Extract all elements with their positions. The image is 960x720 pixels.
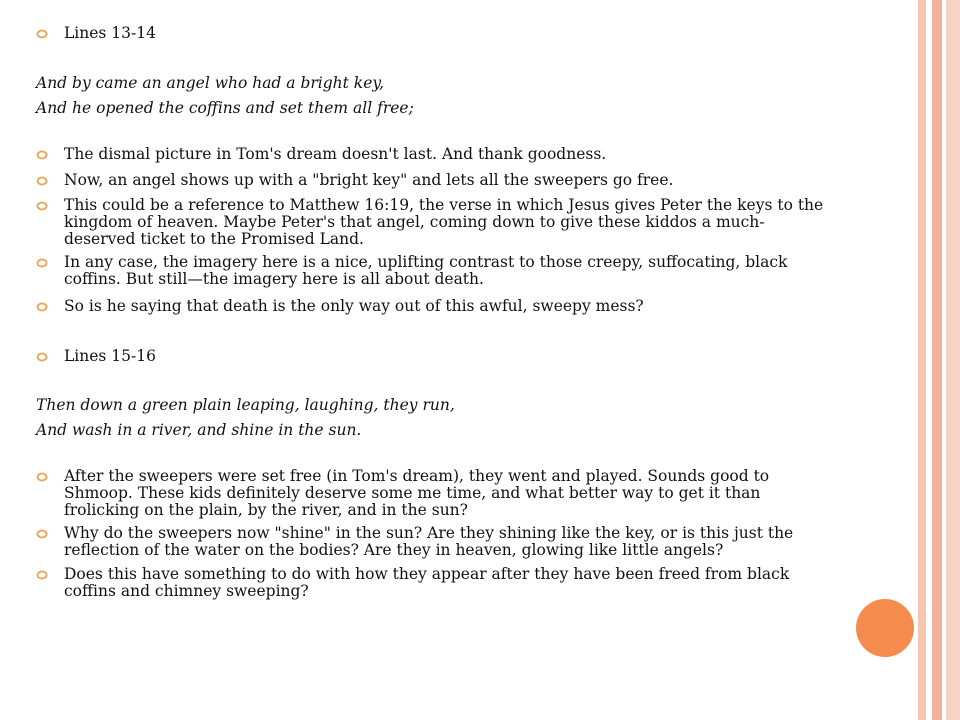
bullet-icon [36,472,48,482]
quote-line: And he opened the coffins and set them all free; [36,99,414,117]
bullet-text: So is he saying that death is the only way out of this awful, sweepy mess? [64,297,644,315]
bullet-icon [36,570,48,580]
bullet-text: Lines 15-16 [64,347,156,365]
accent-circle [856,599,914,657]
bullet-icon [36,352,48,362]
bullet-icon [36,29,48,39]
bullet-text: Now, an angel shows up with a "bright key" and lets all the sweepers go free. [64,171,674,189]
bullet-icon [36,150,48,160]
bullet-text: In any case, the imagery here is a nice, uplifting contrast to those creepy, suffocating, black coffins. But still—the imagery here is all about death. [64,253,788,288]
bullet-icon [36,529,48,539]
bullet-icon [36,258,48,268]
border-stripe [918,0,926,720]
bullet-text: Why do the sweepers now "shine" in the sun? Are they shining like the key, or is this just the reflection of the water on the bodies? Are they in heaven, glowing like little angels? [64,524,794,559]
border-stripe [932,0,942,720]
quote-line: And wash in a river, and shine in the sun. [36,421,362,439]
border-stripe [946,0,960,720]
bullet-text: This could be a reference to Matthew 16:19, the verse in which Jesus gives Peter the keys to the kingdom of heaven. Maybe Peter's that angel, coming down to give these kiddos a much-deserved ticket to the Promised Land. [64,196,824,248]
decorative-border [918,0,960,720]
quote-line: Then down a green plain leaping, laughing, they run, [36,396,455,414]
quote-line: And by came an angel who had a bright key, [36,74,384,92]
bullet-text: Does this have something to do with how they appear after they have been freed from black coffins and chimney sweeping? [64,565,790,600]
bullet-icon [36,302,48,312]
bullet-icon [36,176,48,186]
bullet-text: After the sweepers were set free (in Tom's dream), they went and played. Sounds good to Shmoop. These kids definitely deserve some me time, and what better way to get it than frolicking on the plain, by the river, and in the sun? [64,467,770,519]
bullet-text: Lines 13-14 [64,24,156,42]
bullet-icon [36,201,48,211]
bullet-text: The dismal picture in Tom's dream doesn't last. And thank goodness. [64,145,607,163]
